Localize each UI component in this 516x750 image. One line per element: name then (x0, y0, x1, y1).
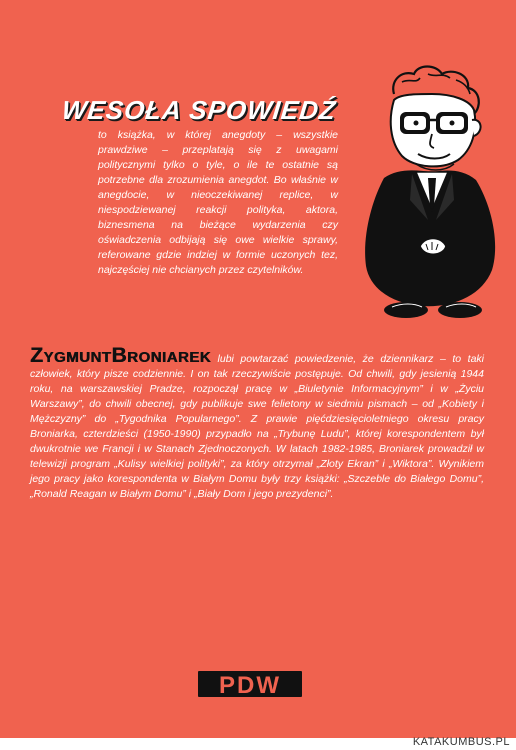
book-title: WESOŁA SPOWIEDŹ (60, 95, 338, 125)
author-bio-paragraph (30, 344, 484, 502)
publisher-logo-text: PDW (219, 672, 281, 699)
author-name: ZygmuntBroniarek (30, 344, 211, 367)
watermark: KATAKUMBUS.PL (412, 736, 510, 748)
intro-text: to książka, w której anegdoty – wszystkie prawdziwe – przeplatają się z uwagami politycznymi tylko o tyle, o ile te ostatnie są potrzebne dla zrozumienia anegdot. Bo właśnie w anegdocie, w nieoczekiwanej replice, w niespodziewanej reakcji polityka, aktora, biznesmena na bieżące wydarzenia czy oświadczenia odbijają się owe wielkie sprawy, referowane gdzie indziej w formie uczonych tez, najczęściej nie chcianych przez czytelników. (98, 129, 338, 276)
publisher-logo (198, 667, 302, 701)
caricature-illustration (332, 60, 512, 325)
author-bio-text: lubi powtarzać powiedzenie, że dziennikarz – to taki człowiek, który pisze codziennie. I on tak rzeczywiście postępuje. Od chwili, gdy jesienią 1944 roku, na warszawskiej Pradze, rozpoczął pracę w „Biuletynie Informacyjnym” i w „Życiu Warszawy”, do chwili obecnej, gdy publikuje swe felietony w siedmiu pismach – od „Kobiety i Mężczyzny” do „Tygodnika Popularnego”. Z prawie pięćdziesięcioletniego okresu pracy Broniarka, czterdzieści (1950-1990) przypadło na „Trybunę Ludu”, której korespondentem był dwukrotnie we Francji i w Stanach Zjednoczonych. W latach 1982-1985, Broniarek prowadził w telewizji program „Kulisy wielkiej polityki”, za który otrzymał „Złoty Ekran” i „Wiktora”. Wynikiem jego pracy jako korespondenta w Białym Domu były trzy książki: „Szczeble do Białego Domu”, „Ronald Reagan w Białym Domu” i „Biały Dom i jego prezydenci”. (30, 353, 484, 500)
